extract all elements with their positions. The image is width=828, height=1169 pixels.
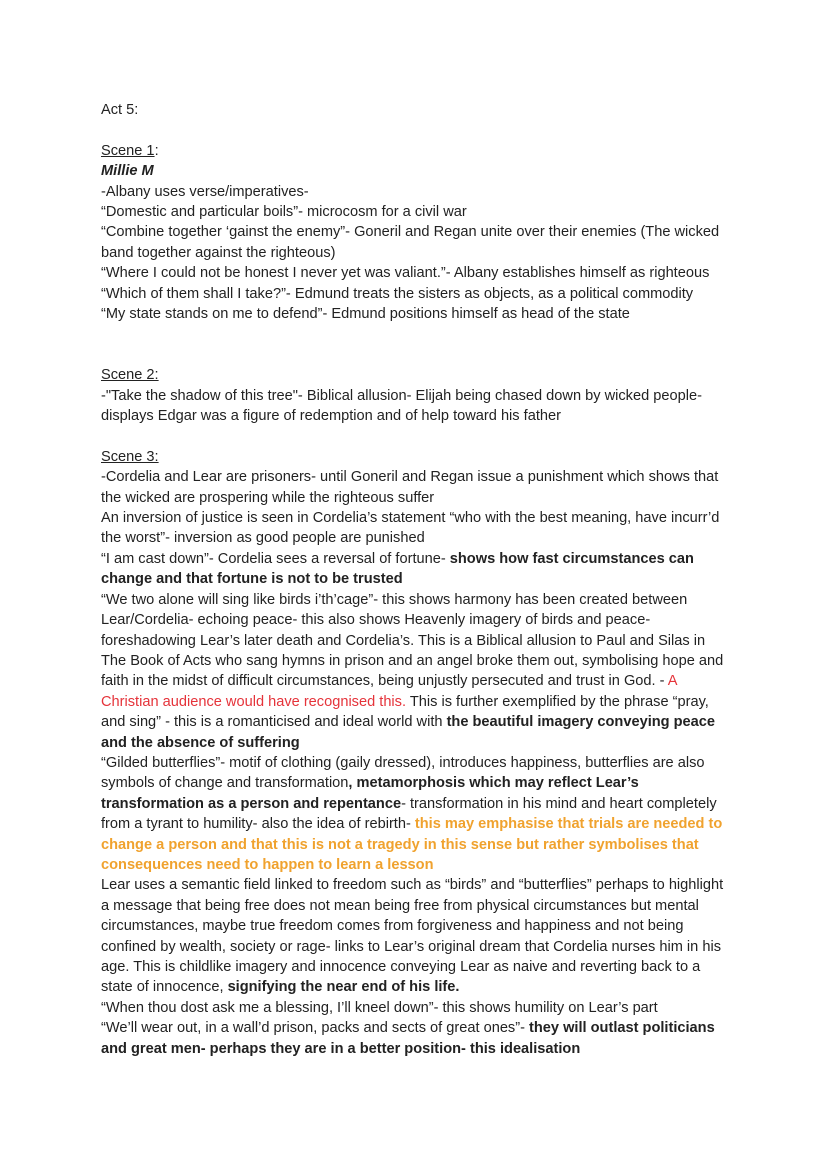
note-text: This is further exemplified by the phrase “pray, and sing” - this is a romanticised and ideal world with xyxy=(101,693,709,731)
scene-2-heading: Scene 2: xyxy=(101,367,159,384)
document-page xyxy=(101,100,731,1059)
note-emphasis: shows how fast circumstances can change and that fortune is not to be trusted xyxy=(101,550,694,588)
scene-1-note: -Albany uses verse/imperatives- xyxy=(101,183,309,200)
note-text: “Gilded butterflies”- motif of clothing (gaily dressed), introduces happiness, butterflies are also symbols of change and transformation xyxy=(101,754,705,792)
scene-3-note: An inversion of justice is seen in Cordelia’s statement “who with the best meaning, have incurr’d the worst”- inversion as good people are punished xyxy=(101,510,720,547)
scene-1-section xyxy=(101,141,731,325)
scene-3-note: -Cordelia and Lear are prisoners- until Goneril and Regan issue a punishment which shows that the wicked are prospering while the righteous suffer xyxy=(101,469,719,506)
scene-3-note xyxy=(101,549,731,590)
note-emphasis: they will outlast politicians and great men- perhaps they are in a better position- this idealisation xyxy=(101,1020,715,1057)
note-text: - transformation in his mind and heart completely from a tyrant to humility- also the idea of rebirth- xyxy=(101,795,717,833)
scene-1-heading xyxy=(101,141,731,161)
scene-2-section xyxy=(101,365,731,426)
note-text: “I am cast down”- Cordelia sees a reversal of fortune- xyxy=(101,550,450,567)
scene-1-note: “Combine together ‘gainst the enemy”- Goneril and Regan unite over their enemies (The wicked band together against the righteous) xyxy=(101,224,720,261)
note-emphasis: the beautiful imagery conveying peace and the absence of suffering xyxy=(101,714,716,751)
scene-3-section xyxy=(101,447,731,1059)
note-red-highlight: A Christian audience would have recognised this. xyxy=(101,673,677,710)
note-text: “We two alone will sing like birds i’th’cage”- this shows harmony has been created between Lear/Cordelia- echoing peace- this also shows Heavenly imagery of birds and peace- foreshadowing Lear’s later death and Cordelia’s. This is a Biblical allusion to Paul and Silas in The Book of Acts who sang hymns in prison and an angel broke them out, symbolising hope and faith in the midst of difficult circumstances, being unjustly persecuted and trust in God. - xyxy=(101,591,724,690)
scene-1-note: “Which of them shall I take?”- Edmund treats the sisters as objects, as a political commodity xyxy=(101,285,694,302)
scene-1-note: “Where I could not be honest I never yet was valiant.”- Albany establishes himself as righteous xyxy=(101,265,710,282)
scene-2-note: -"Take the shadow of this tree"- Biblical allusion- Elijah being chased down by wicked people- displays Edgar was a figure of redemption and of help toward his father xyxy=(101,387,702,425)
scene-1-heading-colon: : xyxy=(154,142,159,159)
scene-1-heading-text: Scene 1 xyxy=(101,142,155,159)
note-text: “We’ll wear out, in a wall’d prison, packs and sects of great ones”- xyxy=(101,1020,530,1037)
note-text: Lear uses a semantic field linked to freedom such as “birds” and “butterflies” perhaps to highlight a message that being free does not mean being free from physical circumstances but mental circumstances, maybe true freedom comes from forgiveness and happiness and not being confined by wealth, society or rage- links to Lear’s original dream that Cordelia nurses him in his age. This is childlike imagery and innocence conveying Lear as naive and reverting back to a state of innocence, xyxy=(101,877,724,996)
act-title: Act 5: xyxy=(101,102,139,118)
scene-3-note: “When thou dost ask me a blessing, I’ll kneel down”- this shows humility on Lear’s part xyxy=(101,999,658,1016)
note-emphasis: , metamorphosis which may reflect Lear’s transformation as a person and repentance xyxy=(101,775,639,812)
scene-3-heading: Scene 3: xyxy=(101,448,159,465)
scene-1-note: “Domestic and particular boils”- microcosm for a civil war xyxy=(101,204,467,221)
scene-3-note xyxy=(101,753,731,875)
scene-1-note: “My state stands on me to defend”- Edmund positions himself as head of the state xyxy=(101,306,630,323)
scene-3-note xyxy=(101,590,731,753)
author-name: Millie M xyxy=(101,163,154,180)
scene-3-note xyxy=(101,875,731,997)
scene-3-note xyxy=(101,1018,731,1059)
note-orange-highlight: this may emphasise that trials are needed to change a person and that this is not a tragedy in this sense but rather symbolises that consequences need to happen to learn a lesson xyxy=(101,816,723,873)
note-emphasis: signifying the near end of his life. xyxy=(227,979,460,996)
